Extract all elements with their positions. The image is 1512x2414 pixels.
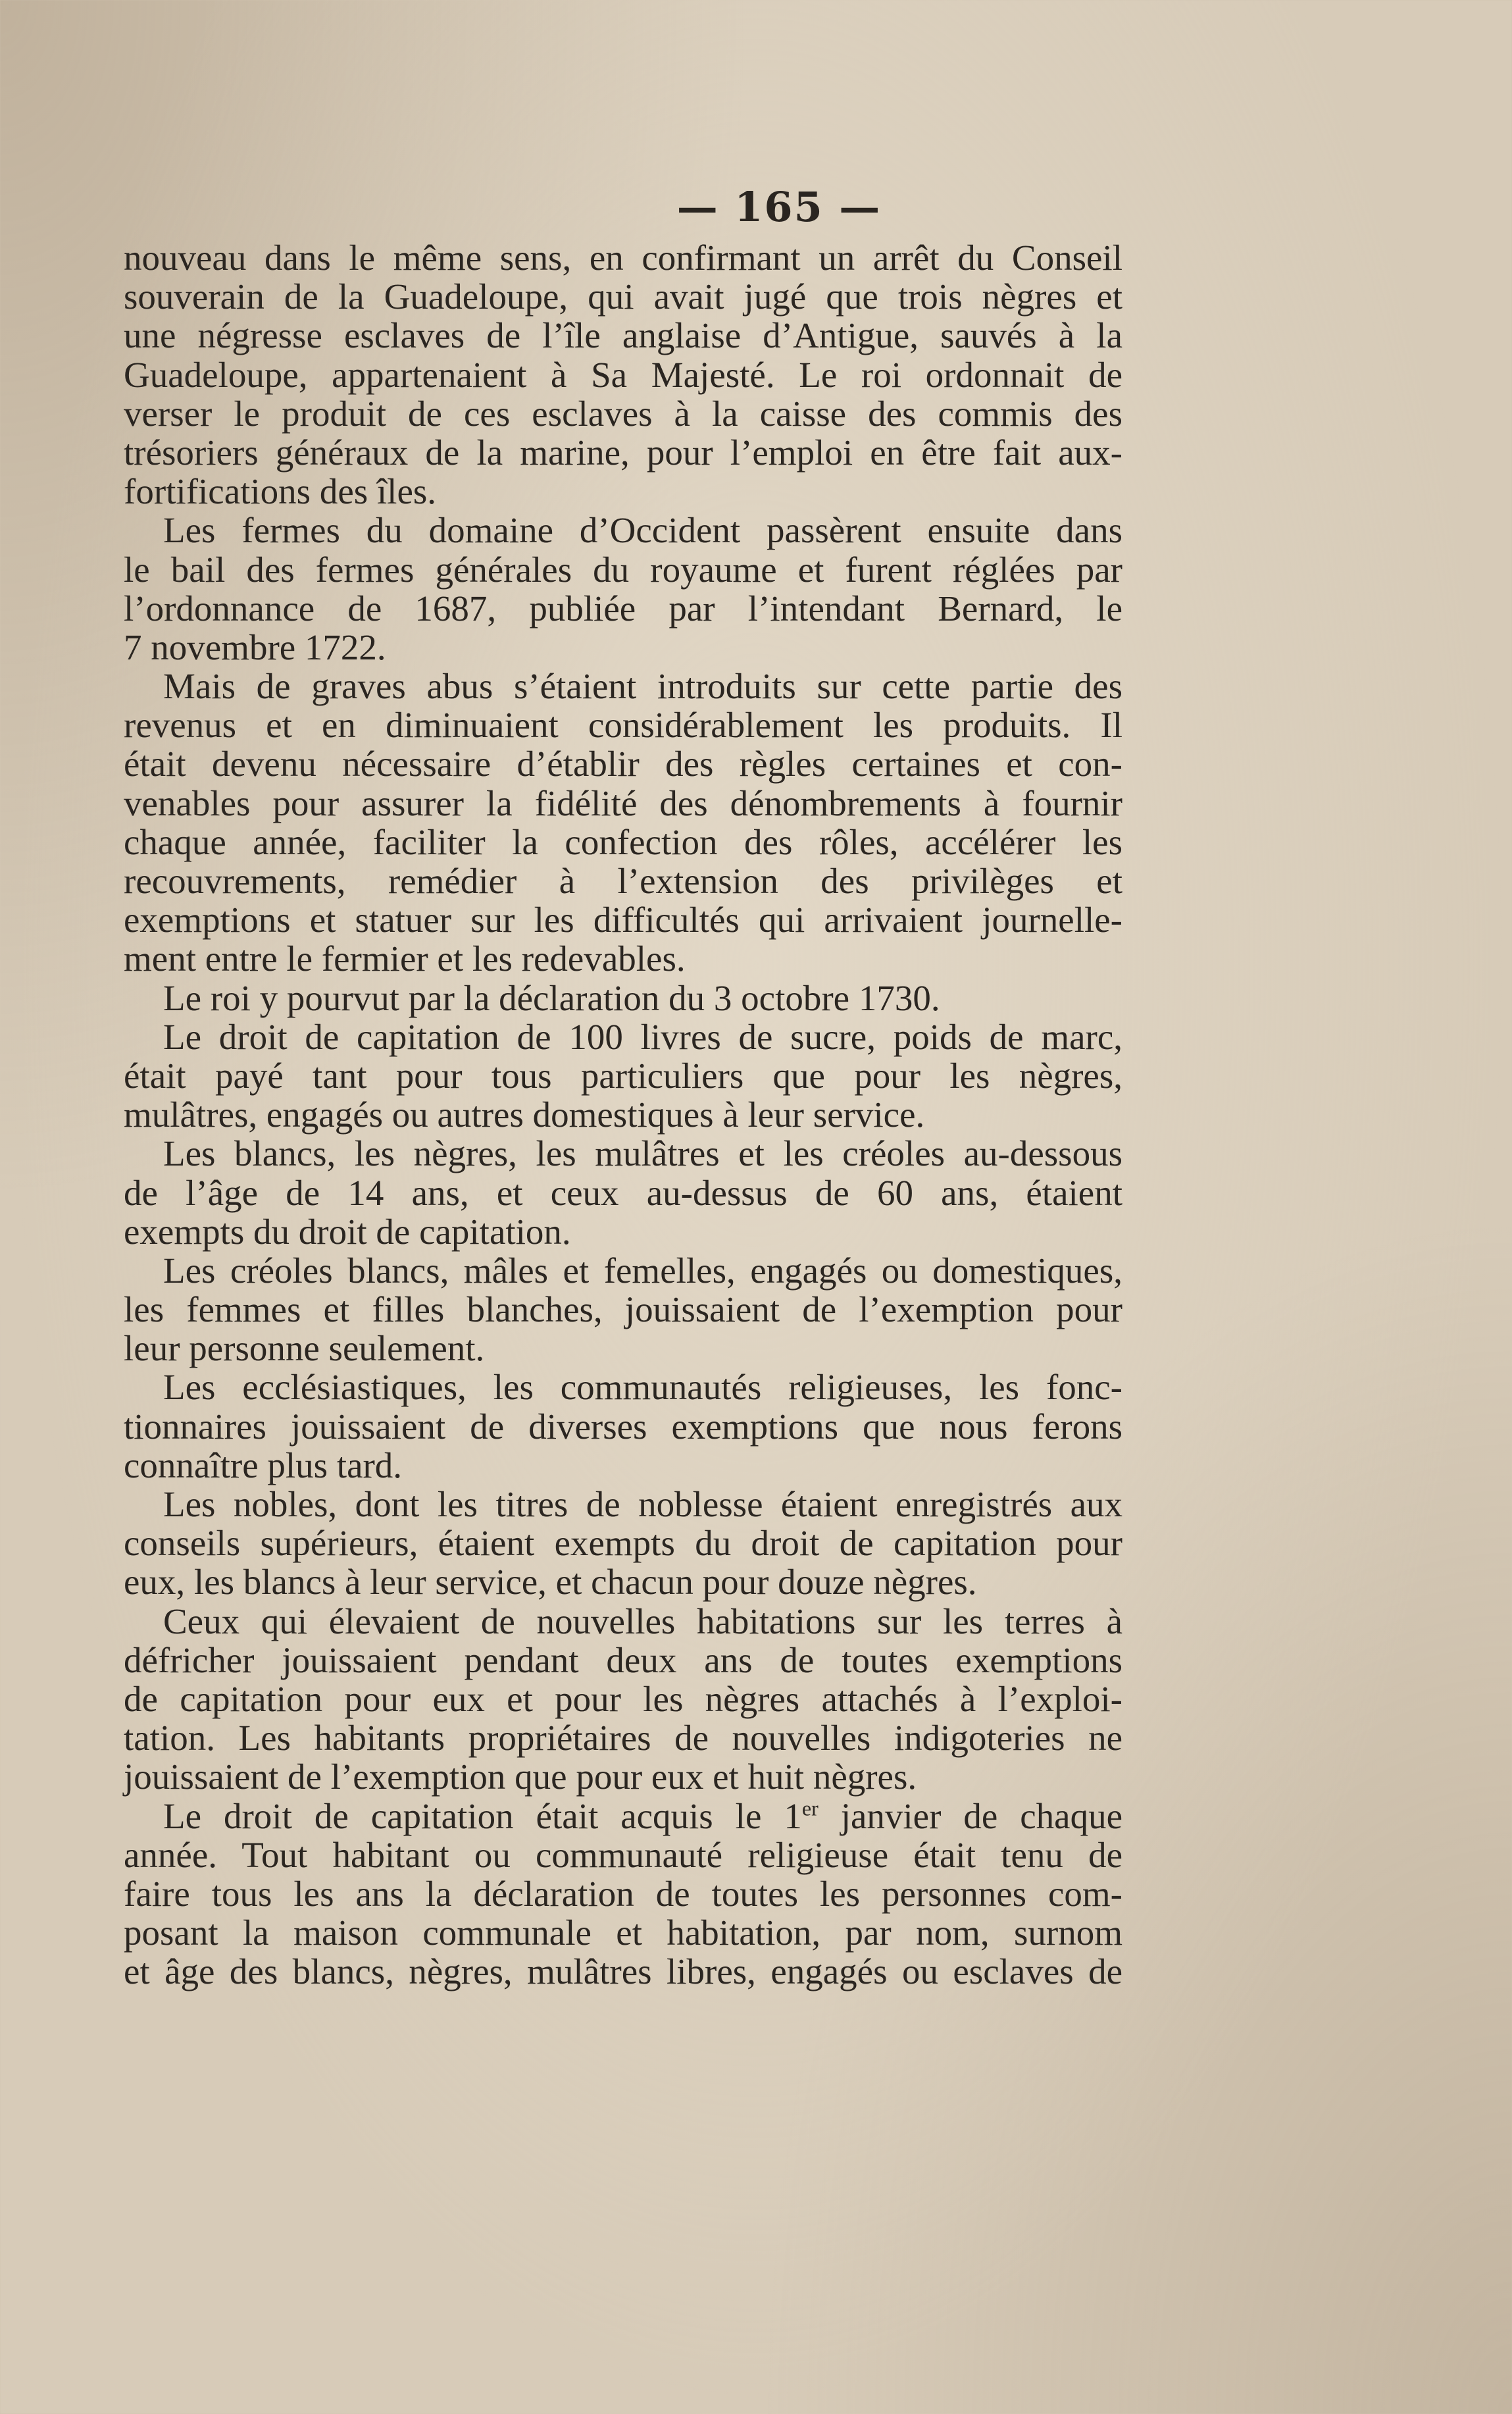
text-line: 7 novembre 1722.: [124, 627, 386, 667]
text-line: année. Tout habitant ou communauté religieuse était tenu de: [124, 1834, 1122, 1875]
text-line: chaque année, faciliter la confection des rôles, accélérer les: [124, 821, 1122, 862]
text-line: eux, les blancs à leur service, et chacun pour douze nègres.: [124, 1562, 977, 1603]
text-line: nouveau dans le même sens, en confirmant un arrêt du Conseil: [124, 238, 1122, 278]
text-line: exempts du droit de capitation.: [124, 1211, 571, 1252]
text-line: l’ordonnance de 1687, publiée par l’intendant Bernard, le: [124, 588, 1122, 629]
page-number: — 165 —: [676, 183, 882, 231]
text-line: souverain de la Guadeloupe, qui avait jugé que trois nègres et: [124, 276, 1122, 317]
text-line: fortifications des îles.: [124, 471, 437, 512]
text-line: le bail des fermes générales du royaume et furent réglées par: [124, 549, 1122, 590]
text-line: tation. Les habitants propriétaires de nouvelles indigoteries ne: [124, 1718, 1122, 1759]
text-line: de capitation pour eux et pour les nègres attachés à l’exploi-: [124, 1678, 1122, 1719]
text-line: Guadeloupe, appartenaient à Sa Majesté. Le roi ordonnait de: [124, 354, 1122, 395]
text-line: Les ecclésiastiques, les communautés religieuses, les fonc-: [163, 1367, 1122, 1408]
text-line: jouissaient de l’exemption que pour eux et huit nègres.: [124, 1757, 917, 1797]
text-line: Les nobles, dont les titres de noblesse étaient enregistrés aux: [163, 1484, 1122, 1524]
text-line: Les créoles blancs, mâles et femelles, engagés ou domestiques,: [163, 1250, 1122, 1291]
text-line: Les blancs, les nègres, les mulâtres et les créoles au-dessous: [163, 1133, 1122, 1174]
text-line: une négresse esclaves de l’île anglaise d’Antigue, sauvés à la: [124, 315, 1122, 356]
text-line: leur personne seulement.: [124, 1328, 485, 1369]
text-line: mulâtres, engagés ou autres domestiques à leur service.: [124, 1094, 925, 1135]
text-line: était payé tant pour tous particuliers que pour les nègres,: [124, 1055, 1122, 1096]
text-line: trésoriers généraux de la marine, pour l’emploi en être fait aux-: [124, 432, 1122, 473]
text-line: défricher jouissaient pendant deux ans de toutes exemptions: [124, 1639, 1122, 1680]
text-line: Mais de graves abus s’étaient introduits sur cette partie des: [163, 666, 1122, 707]
text-line: Le droit de capitation était acquis le 1er janvier de chaque: [163, 1795, 1122, 1836]
text-line: de l’âge de 14 ans, et ceux au-dessus de 60 ans, étaient: [124, 1172, 1122, 1213]
text-line: venables pour assurer la fidélité des dénombrements à fournir: [124, 783, 1122, 823]
text-line: Le roi y pourvut par la déclaration du 3 octobre 1730.: [163, 977, 940, 1018]
text-line: conseils supérieurs, étaient exempts du droit de capitation pour: [124, 1523, 1122, 1564]
text-line: était devenu nécessaire d’établir des règles certaines et con-: [124, 744, 1122, 784]
text-line: ment entre le fermier et les redevables.: [124, 938, 686, 979]
text-line: revenus et en diminuaient considérablement les produits. Il: [124, 705, 1122, 746]
text-line: Le droit de capitation de 100 livres de sucre, poids de marc,: [163, 1016, 1122, 1057]
text-line: recouvrements, remédier à l’extension des privilèges et: [124, 861, 1122, 901]
text-line: tionnaires jouissaient de diverses exemptions que nous ferons: [124, 1406, 1122, 1447]
text-line: verser le produit de ces esclaves à la caisse des commis des: [124, 393, 1122, 434]
body-text: [124, 238, 1122, 1991]
text-line: les femmes et filles blanches, jouissaient de l’exemption pour: [124, 1289, 1122, 1330]
text-line: connaître plus tard.: [124, 1445, 403, 1485]
text-line: faire tous les ans la déclaration de toutes les personnes com-: [124, 1873, 1122, 1914]
text-line: exemptions et statuer sur les difficultés qui arrivaient journelle-: [124, 900, 1122, 940]
text-line: Ceux qui élevaient de nouvelles habitations sur les terres à: [163, 1601, 1122, 1641]
text-line: Les fermes du domaine d’Occident passèrent ensuite dans: [163, 510, 1122, 551]
text-line: posant la maison communale et habitation, par nom, surnom: [124, 1913, 1122, 1953]
text-line: et âge des blancs, nègres, mulâtres libres, engagés ou esclaves de: [124, 1951, 1122, 1992]
